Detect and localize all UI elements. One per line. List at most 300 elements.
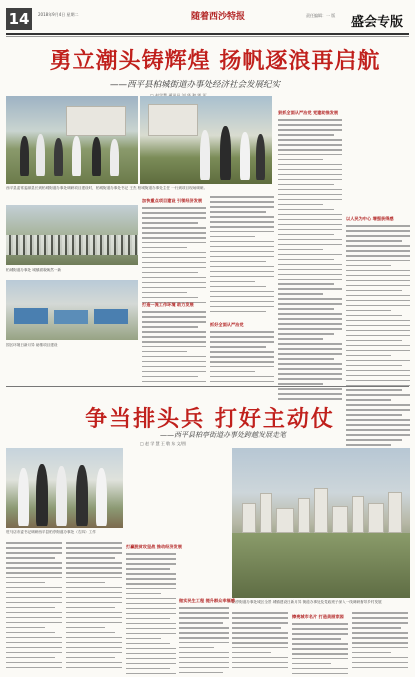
body-text-line <box>179 657 229 659</box>
body-text-line <box>210 251 274 253</box>
body-text-line <box>210 236 255 238</box>
body-text-line <box>210 261 266 263</box>
body-text-line <box>346 375 410 377</box>
body-text-line <box>346 330 410 332</box>
body-text-line <box>278 373 342 375</box>
body-text-line <box>126 663 176 665</box>
body-text-line <box>66 582 105 584</box>
body-text-line <box>352 652 391 654</box>
body-text-line <box>346 260 410 262</box>
body-text-line <box>66 622 122 624</box>
body-text-line <box>142 366 206 368</box>
body-text-line <box>6 592 62 594</box>
article2-col-4 <box>179 448 235 677</box>
photo-officials-group <box>6 448 123 528</box>
body-text-line <box>210 311 266 313</box>
body-text-line <box>66 562 122 564</box>
body-text-line <box>6 617 62 619</box>
body-text-line <box>210 366 274 368</box>
body-text-line <box>346 340 402 342</box>
body-text-line <box>142 381 206 383</box>
article2-subhead-2: 做实民生工程 提升群众幸福感 <box>179 598 235 603</box>
body-text-line <box>292 663 331 665</box>
photo-crowd-gathering <box>6 205 138 265</box>
body-text-line <box>346 365 402 367</box>
body-text-line <box>142 341 206 343</box>
article1-col-3 <box>278 96 342 403</box>
body-text-line <box>346 265 391 267</box>
body-text-line <box>126 608 176 610</box>
body-text-line <box>346 370 410 372</box>
body-text-line <box>346 240 402 242</box>
body-text-line <box>346 310 391 312</box>
body-text-line <box>142 346 206 348</box>
section-title: 盛会专版 <box>350 15 403 30</box>
body-text-line <box>210 286 266 288</box>
body-text-line <box>142 376 198 378</box>
body-text-line <box>179 667 229 669</box>
body-text-line <box>278 303 342 305</box>
photo-caption-3: 园区环境日新月异 助推项目建设 <box>6 343 58 347</box>
body-text-line <box>292 668 348 670</box>
article1-headline: 勇立潮头铸辉煌 扬帆逐浪再启航 <box>49 49 381 74</box>
body-text-line <box>278 239 342 241</box>
body-text-line <box>278 338 323 340</box>
article1-subhead-3: 抓好全面从严治党 <box>210 322 244 327</box>
body-text-line <box>126 598 176 600</box>
body-text-line <box>352 632 408 634</box>
body-text-line <box>352 662 408 664</box>
body-text-line <box>346 345 410 347</box>
body-text-line <box>278 274 342 276</box>
body-text-line <box>142 351 187 353</box>
body-text-line <box>278 298 342 300</box>
body-text-line <box>278 124 342 126</box>
photo-caption-5: 柏亭街道办事处城区全景 城镇建设日新月异 街道办事处及党政班子深入一线调研督导乡村发展 <box>232 600 382 604</box>
body-text-line <box>278 199 342 201</box>
body-text-line <box>179 622 223 624</box>
body-text-line <box>6 647 62 649</box>
body-text-line <box>210 296 274 298</box>
body-text-line <box>346 230 410 232</box>
body-text-line <box>278 288 342 290</box>
body-text-line <box>179 632 229 634</box>
body-text-line <box>6 572 62 574</box>
body-text-line <box>66 637 122 639</box>
body-text-line <box>232 637 288 639</box>
body-text-line <box>6 557 55 559</box>
body-text-line <box>210 356 274 358</box>
body-text-line <box>352 622 408 624</box>
body-text-line <box>6 547 62 549</box>
body-text-line <box>278 269 342 271</box>
body-text-line <box>66 632 115 634</box>
body-text-line <box>126 613 176 615</box>
body-text-line <box>126 623 176 625</box>
body-text-line <box>142 371 206 373</box>
body-text-line <box>179 672 223 674</box>
body-text-line <box>292 658 348 660</box>
body-text-line <box>232 662 288 664</box>
photo-site-inspection <box>140 96 272 184</box>
body-text-line <box>6 667 62 669</box>
body-text-line <box>210 361 274 363</box>
body-text-line <box>142 277 206 279</box>
body-text-line <box>346 320 410 322</box>
body-text-line <box>278 209 334 211</box>
body-text-line <box>232 642 288 644</box>
body-text-line <box>126 588 176 590</box>
article1-col-1b <box>142 300 206 391</box>
body-text-line <box>126 648 176 650</box>
body-text-line <box>142 232 206 234</box>
body-text-line <box>278 174 342 176</box>
body-text-line <box>278 234 334 236</box>
body-text-line <box>6 612 62 614</box>
body-text-line <box>179 627 229 629</box>
body-text-line <box>210 196 274 198</box>
body-text-line <box>346 355 391 357</box>
body-text-line <box>6 577 62 579</box>
body-text-line <box>278 244 342 246</box>
body-text-line <box>278 149 342 151</box>
article2-subhead-3: 擦亮城市名片 打造美丽家园 <box>292 614 344 619</box>
body-text-line <box>142 267 206 269</box>
article2-col-3 <box>126 448 182 677</box>
body-text-line <box>232 667 288 669</box>
article2-col-7 <box>352 612 408 672</box>
article1-subhead-5: 以人民为中心 增强获得感 <box>346 216 394 221</box>
body-text-line <box>142 217 206 219</box>
body-text-line <box>126 583 176 585</box>
body-text-line <box>346 245 410 247</box>
body-text-line <box>278 134 334 136</box>
body-text-line <box>6 582 45 584</box>
body-text-line <box>346 434 410 436</box>
issue-date: 2018年9月4日 星期二 <box>38 12 79 17</box>
body-text-line <box>346 380 410 382</box>
body-text-line <box>210 306 274 308</box>
article2-headline: 争当排头兵 打好主动仗 <box>85 407 335 432</box>
body-text-line <box>352 647 408 649</box>
body-text-line <box>210 341 274 343</box>
article1-subheadline: ——西平县柏城街道办事处经济社会发展纪实 <box>110 80 281 90</box>
body-text-line <box>142 262 206 264</box>
body-text-line <box>278 154 342 156</box>
body-text-line <box>142 272 198 274</box>
editor-note: 责任编辑：一 版 <box>306 13 336 18</box>
body-text-line <box>66 597 122 599</box>
body-text-line <box>346 280 410 282</box>
photo-caption-1: 西平县委常委副县长到柏城街道办事处调研项目建设时，柏城街道办事处书记 王杰 柏城街道办事处主任 一行到项目现场调研。 <box>6 186 208 190</box>
body-text-line <box>232 632 288 634</box>
body-text-line <box>346 360 410 362</box>
body-text-line <box>278 358 334 360</box>
body-text-line <box>210 211 266 213</box>
body-text-line <box>142 326 198 328</box>
article2-subheadline: ——西平县柏亭街道办事处跨越发展走笔 <box>160 431 286 439</box>
body-text-line <box>142 297 198 299</box>
body-text-line <box>278 283 334 285</box>
body-text-line <box>66 602 122 604</box>
body-text-line <box>292 638 341 640</box>
body-text-line <box>142 321 206 323</box>
body-text-line <box>210 276 274 278</box>
body-text-line <box>278 383 323 385</box>
body-text-line <box>278 393 342 395</box>
body-text-line <box>346 394 410 396</box>
body-text-line <box>278 159 323 161</box>
body-text-line <box>126 673 176 675</box>
body-text-line <box>352 667 408 669</box>
body-text-line <box>278 323 342 325</box>
body-text-line <box>126 638 161 640</box>
body-text-line <box>142 361 206 363</box>
body-text-line <box>346 315 402 317</box>
body-text-line <box>126 603 176 605</box>
body-text-line <box>126 633 176 635</box>
body-text-line <box>292 648 348 650</box>
body-text-line <box>278 318 342 320</box>
body-text-line <box>278 204 323 206</box>
body-text-line <box>179 642 229 644</box>
body-text-line <box>210 336 274 338</box>
body-text-line <box>278 353 342 355</box>
photo-caption-4: 驻马店市委书记调研西平县柏亭街道办事处（右四）工作 <box>6 530 96 534</box>
body-text-line <box>352 657 408 659</box>
body-text-line <box>179 617 229 619</box>
body-text-line <box>142 242 206 244</box>
body-text-line <box>292 673 348 675</box>
body-text-line <box>352 642 408 644</box>
body-text-line <box>292 628 348 630</box>
body-text-line <box>66 542 122 544</box>
body-text-line <box>142 247 187 249</box>
body-text-line <box>6 627 45 629</box>
body-text-line <box>278 279 342 281</box>
body-text-line <box>278 129 342 131</box>
body-text-line <box>346 444 391 446</box>
body-text-line <box>126 553 176 555</box>
body-text-line <box>346 295 410 297</box>
body-text-line <box>142 257 206 259</box>
body-text-line <box>126 558 176 560</box>
body-text-line <box>346 389 402 391</box>
body-text-line <box>66 607 115 609</box>
body-text-line <box>6 602 62 604</box>
photo-trucks <box>6 280 138 340</box>
body-text-line <box>278 214 342 216</box>
body-text-line <box>210 371 255 373</box>
body-text-line <box>66 617 122 619</box>
body-text-line <box>278 184 334 186</box>
body-text-line <box>210 376 274 378</box>
body-text-line <box>6 632 55 634</box>
body-text-line <box>210 226 274 228</box>
body-text-line <box>179 612 229 614</box>
body-text-line <box>210 201 274 203</box>
body-text-line <box>126 593 161 595</box>
body-text-line <box>6 637 62 639</box>
photo-caption-2: 柏城街道办事处 城镇面貌焕然一新 <box>6 268 62 272</box>
body-text-line <box>66 592 122 594</box>
body-text-line <box>346 290 402 292</box>
body-text-line <box>292 653 348 655</box>
article2-subhead-1: 打赢脱贫攻坚战 推动经济发展 <box>126 544 182 549</box>
page-number: 14 <box>6 8 32 30</box>
body-text-line <box>346 300 410 302</box>
body-text-line <box>142 316 206 318</box>
body-text-line <box>142 207 206 209</box>
body-text-line <box>6 657 55 659</box>
header-rule <box>6 33 409 35</box>
body-text-line <box>346 270 410 272</box>
body-text-line <box>6 587 62 589</box>
body-text-line <box>346 335 410 337</box>
body-text-line <box>6 562 62 564</box>
body-text-line <box>278 343 342 345</box>
body-text-line <box>126 578 176 580</box>
body-text-line <box>278 328 342 330</box>
body-text-line <box>278 313 342 315</box>
body-text-line <box>210 266 274 268</box>
body-text-line <box>278 224 342 226</box>
body-text-line <box>278 398 342 400</box>
body-text-line <box>346 305 410 307</box>
body-text-line <box>210 231 274 233</box>
body-text-line <box>210 331 274 333</box>
article2-byline: □ 赵 学 慧 王 敬 东 文/图 <box>140 441 187 446</box>
body-text-line <box>6 552 62 554</box>
page-header <box>6 6 409 32</box>
body-text-line <box>278 264 342 266</box>
body-text-line <box>278 139 342 141</box>
body-text-line <box>352 617 408 619</box>
article1-col-2 <box>210 196 274 316</box>
body-text-line <box>126 643 170 645</box>
body-text-line <box>6 622 62 624</box>
photo-officials-visit <box>6 96 138 184</box>
body-text-line <box>179 652 229 654</box>
body-text-line <box>6 542 62 544</box>
article1-subhead-2: 打造一流工作环境 助力发展 <box>142 302 194 307</box>
article2-col-2 <box>66 542 122 672</box>
body-text-line <box>278 259 334 261</box>
body-text-line <box>278 219 342 221</box>
body-text-line <box>210 301 274 303</box>
body-text-line <box>292 633 348 635</box>
body-text-line <box>142 252 206 254</box>
body-text-line <box>210 246 274 248</box>
body-text-line <box>210 221 274 223</box>
body-text-line <box>66 657 115 659</box>
body-text-line <box>66 662 122 664</box>
body-text-line <box>352 637 408 639</box>
body-text-line <box>232 622 288 624</box>
body-text-line <box>278 293 323 295</box>
body-text-line <box>66 667 122 669</box>
body-text-line <box>66 612 122 614</box>
body-text-line <box>179 647 214 649</box>
body-text-line <box>66 557 115 559</box>
body-text-line <box>210 271 274 273</box>
body-text-line <box>232 612 288 614</box>
body-text-line <box>278 144 342 146</box>
body-text-line <box>232 647 288 649</box>
body-text-line <box>6 662 62 664</box>
body-text-line <box>6 607 55 609</box>
body-text-line <box>210 351 274 353</box>
body-text-line <box>210 381 274 383</box>
body-text-line <box>346 399 391 401</box>
body-text-line <box>278 229 342 231</box>
body-text-line <box>292 623 348 625</box>
article2-col-1 <box>6 542 62 672</box>
body-text-line <box>142 292 187 294</box>
masthead: 随着西沙特报 <box>191 12 246 22</box>
body-text-line <box>278 378 342 380</box>
body-text-line <box>6 567 62 569</box>
article1-col-2b <box>210 320 274 391</box>
body-text-line <box>210 241 274 243</box>
body-text-line <box>126 563 176 565</box>
body-text-line <box>278 249 323 251</box>
body-text-line <box>142 212 206 214</box>
body-text-line <box>278 368 342 370</box>
body-text-line <box>352 612 408 614</box>
body-text-line <box>210 281 255 283</box>
body-text-line <box>179 637 229 639</box>
body-text-line <box>126 658 176 660</box>
body-text-line <box>126 628 176 630</box>
article1-subhead-4: 狠抓全面从严治党 党建助推发展 <box>278 110 339 115</box>
body-text-line <box>346 325 410 327</box>
body-text-line <box>142 227 206 229</box>
article2-col-6 <box>292 612 348 677</box>
body-text-line <box>126 668 170 670</box>
body-text-line <box>278 194 342 196</box>
body-text-line <box>278 388 342 390</box>
body-text-line <box>179 607 229 609</box>
body-text-line <box>66 627 105 629</box>
body-text-line <box>346 439 402 441</box>
article2-col-5 <box>232 612 288 672</box>
body-text-line <box>66 547 122 549</box>
body-text-line <box>232 627 281 629</box>
body-text-line <box>66 577 122 579</box>
body-text-line <box>232 617 288 619</box>
body-text-line <box>232 652 271 654</box>
body-text-line <box>346 255 410 257</box>
body-text-line <box>210 346 266 348</box>
body-text-line <box>142 237 206 239</box>
body-text-line <box>126 653 176 655</box>
body-text-line <box>126 573 176 575</box>
body-text-line <box>66 647 122 649</box>
body-text-line <box>179 662 229 664</box>
body-text-line <box>278 169 342 171</box>
body-text-line <box>278 348 342 350</box>
body-text-line <box>66 567 122 569</box>
body-text-line <box>278 308 334 310</box>
body-text-line <box>126 618 170 620</box>
body-text-line <box>66 552 122 554</box>
body-text-line <box>346 350 410 352</box>
body-text-line <box>232 657 288 659</box>
body-text-line <box>346 235 410 237</box>
body-text-line <box>6 642 62 644</box>
article1-col-1 <box>142 196 206 307</box>
